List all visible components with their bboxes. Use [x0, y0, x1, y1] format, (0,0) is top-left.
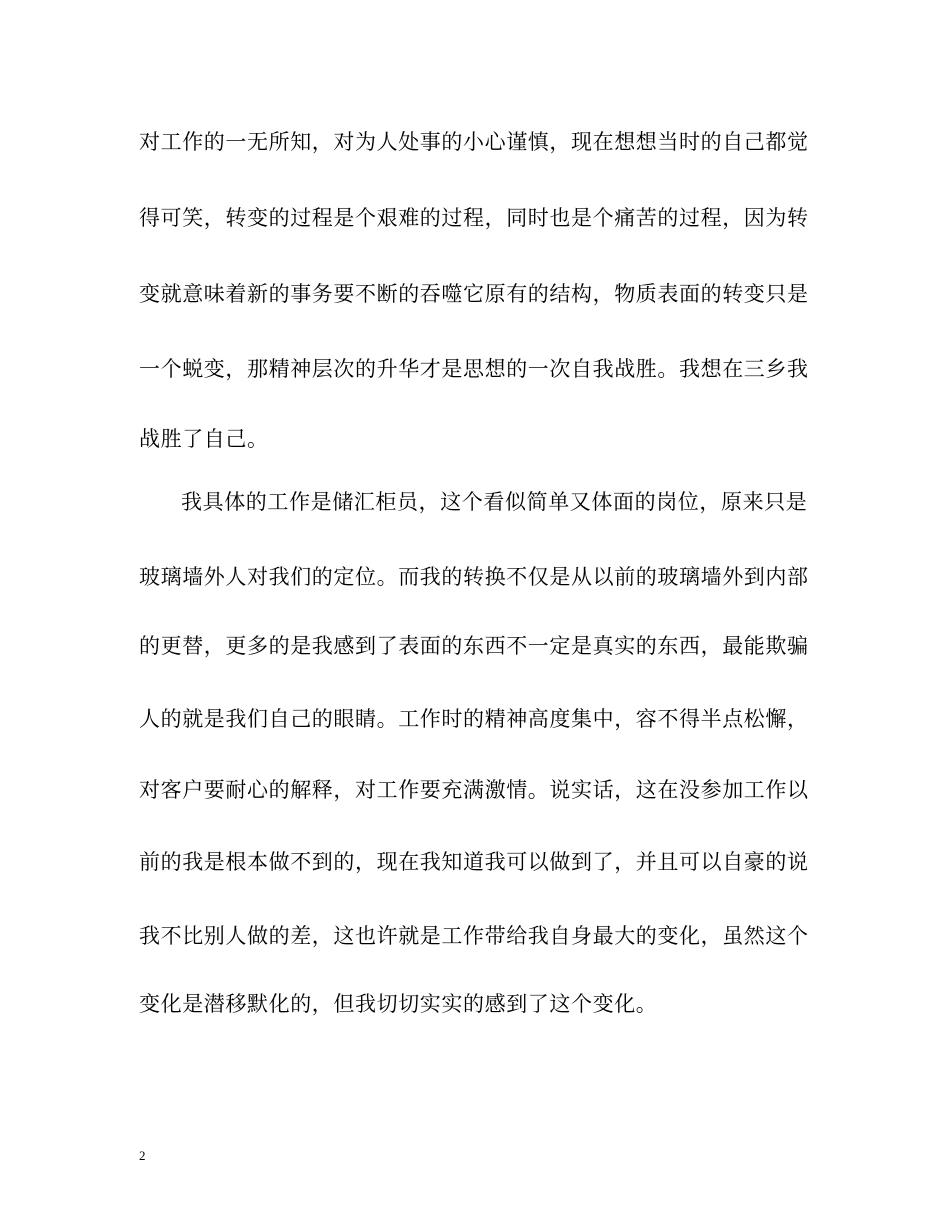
paragraph-1-line-1: 对工作的一无所知，对为人处事的小心谨慎，现在想想当时的自己都觉	[139, 130, 809, 154]
paragraph-1-line-2: 得可笑，转变的过程是个艰难的过程，同时也是个痛苦的过程，因为转	[139, 206, 809, 230]
paragraph-1-line-4: 一个蜕变，那精神层次的升华才是思想的一次自我战胜。我想在三乡我	[139, 357, 809, 381]
paragraph-2-line-4: 人的就是我们自己的眼睛。工作时的精神高度集中，容不得半点松懈，	[139, 707, 809, 731]
paragraph-2-line-2: 玻璃墙外人对我们的定位。而我的转换不仅是从以前的玻璃墙外到内部	[139, 565, 809, 589]
page-number: 2	[139, 1148, 146, 1163]
paragraph-2-line-5: 对客户要耐心的解释，对工作要充满激情。说实话，这在没参加工作以	[139, 778, 809, 802]
paragraph-2-line-7: 我不比别人做的差，这也许就是工作带给我自身最大的变化，虽然这个	[139, 924, 809, 948]
paragraph-2-line-8: 变化是潜移默化的，但我切切实实的感到了这个变化。	[139, 992, 658, 1016]
paragraph-2-line-1: 我具体的工作是储汇柜员，这个看似简单又体面的岗位，原来只是	[181, 490, 808, 514]
paragraph-1-line-5: 战胜了自己。	[139, 427, 269, 451]
paragraph-1-line-3: 变就意味着新的事务要不断的吞噬它原有的结构，物质表面的转变只是	[139, 282, 809, 306]
paragraph-2-line-3: 的更替，更多的是我感到了表面的东西不一定是真实的东西，最能欺骗	[139, 634, 809, 658]
paragraph-2-line-6: 前的我是根本做不到的，现在我知道我可以做到了，并且可以自豪的说	[139, 850, 809, 874]
